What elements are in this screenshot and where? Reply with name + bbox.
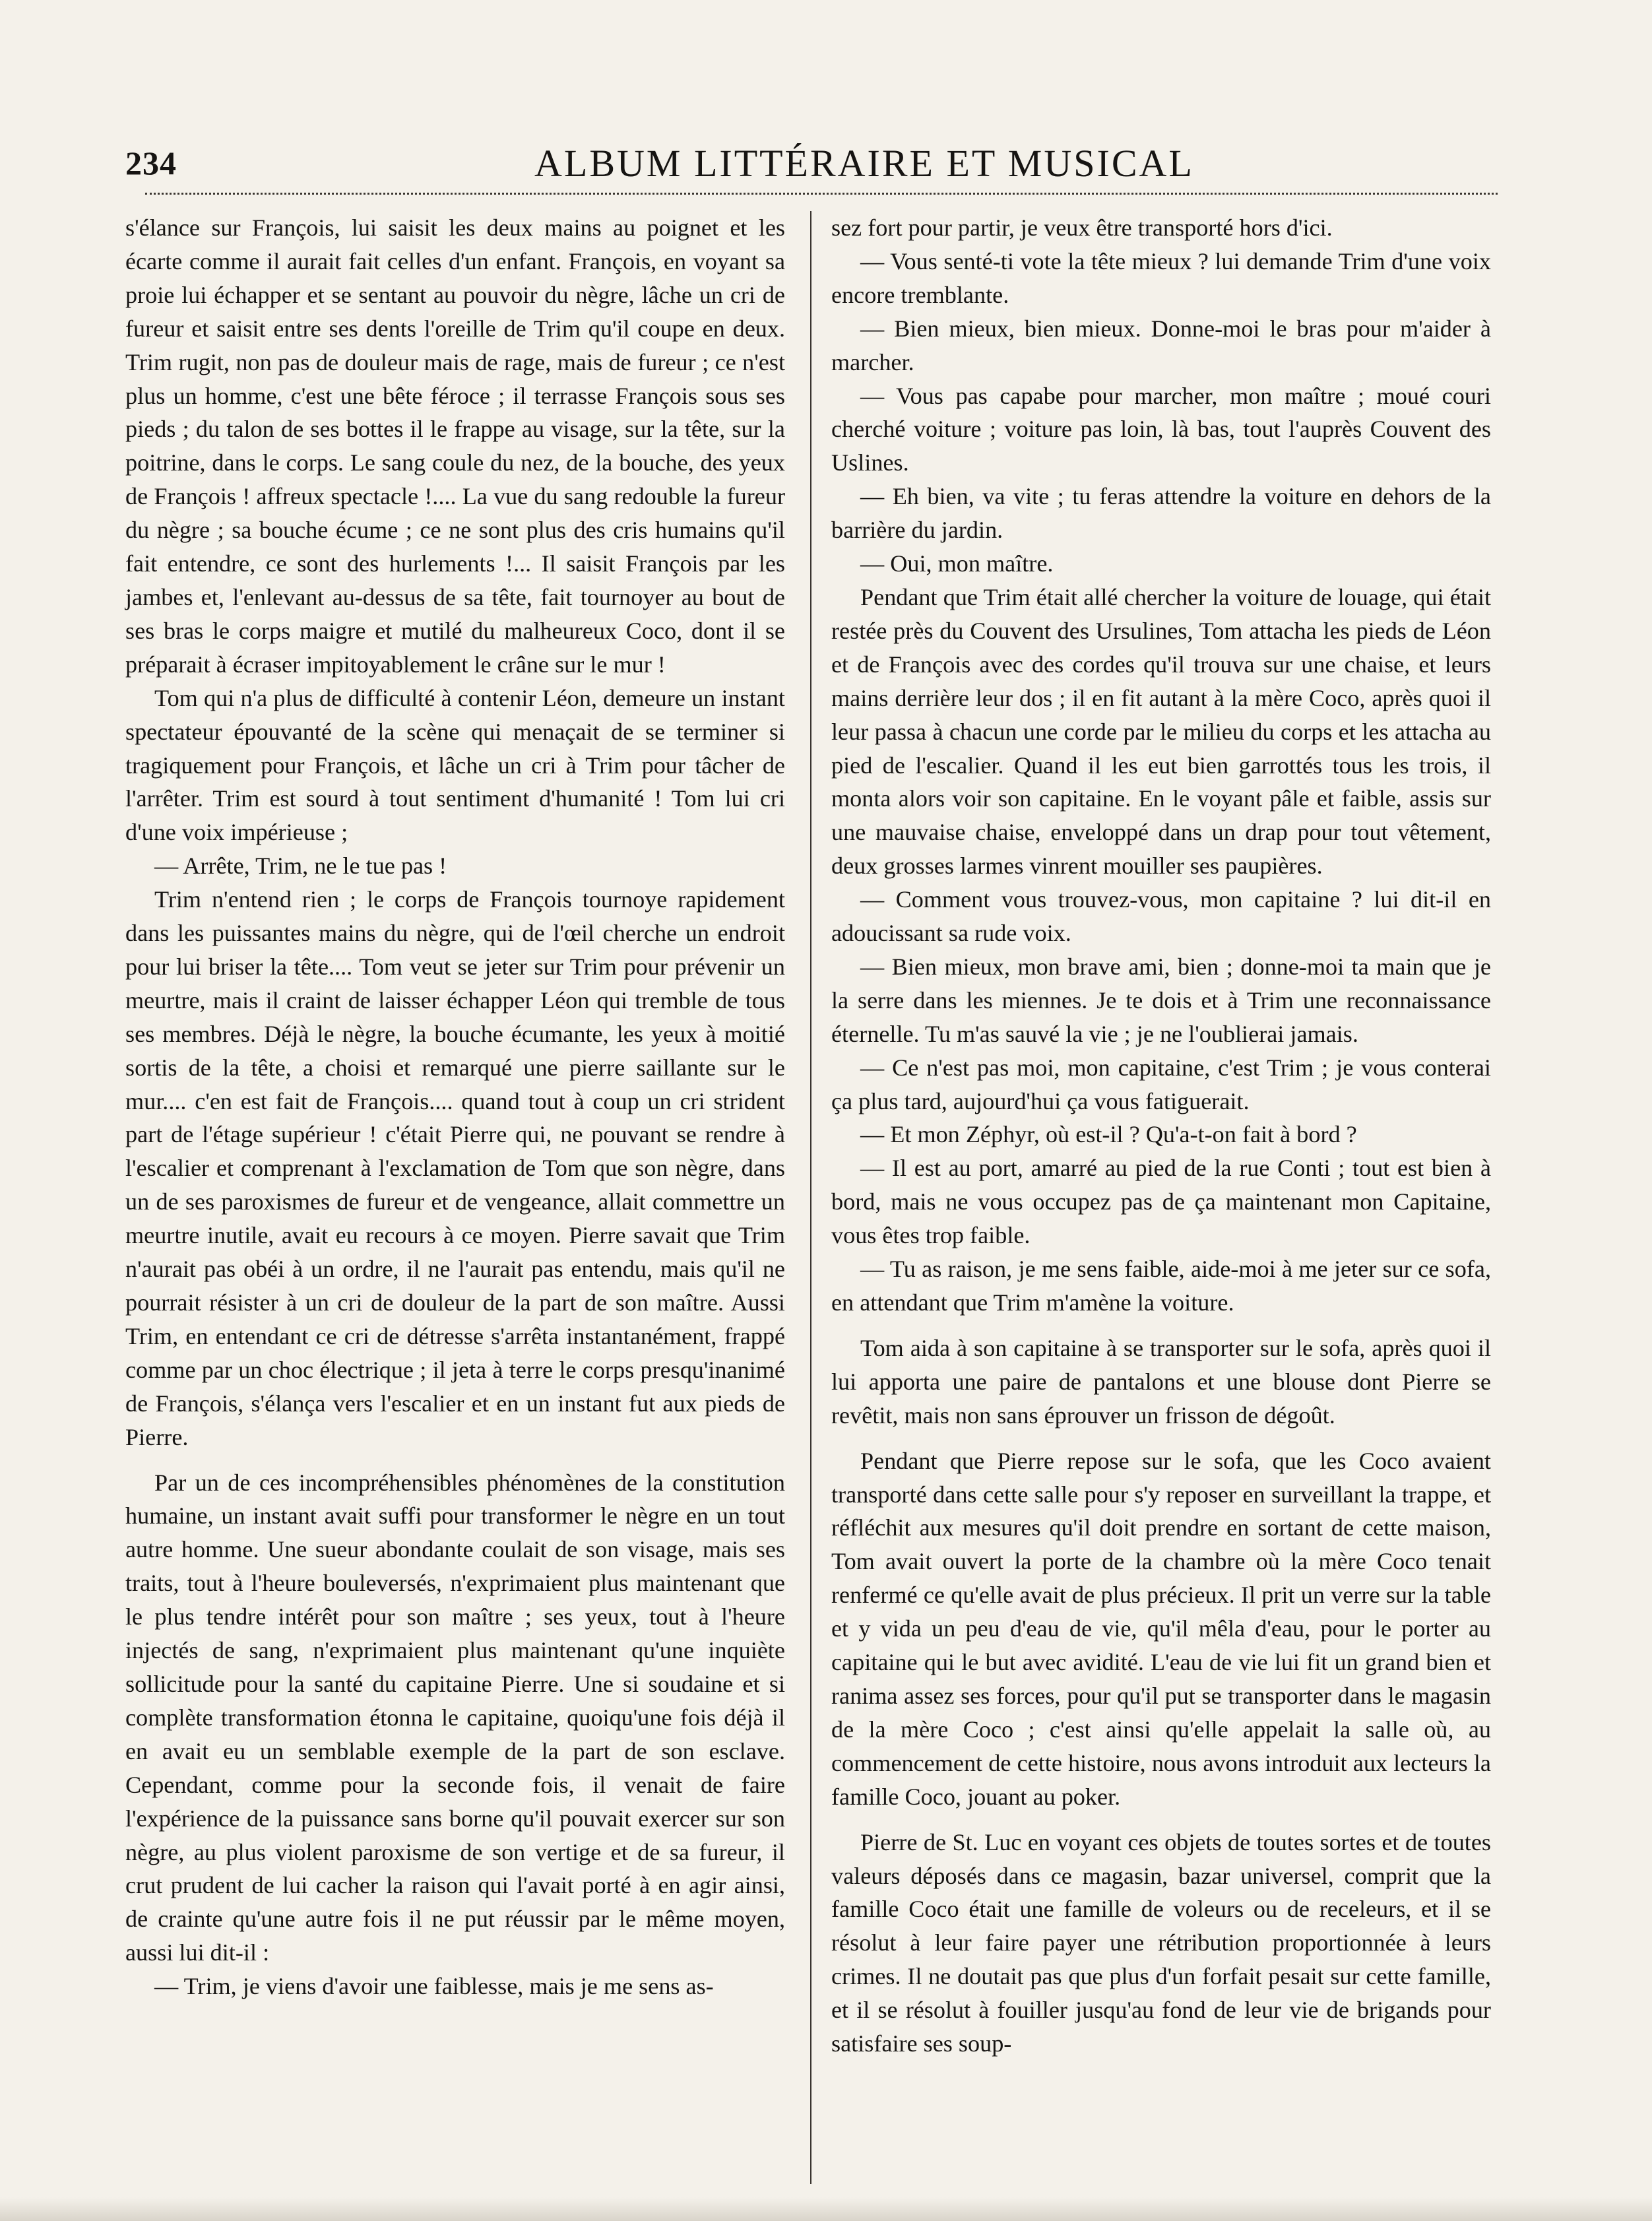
dialogue-line: — Oui, mon maître. (860, 550, 1054, 577)
running-title: ALBUM LITTÉRAIRE ET MUSICAL (534, 142, 1194, 185)
paragraph: Pendant que Trim était allé chercher la voiture de louage, qui était restée près du Couvent des Ursulines, Tom attacha les pieds de Léon et de François avec des cordes qu'il trouva sur une chaise, et leurs mains derrière leur dos ; il en fit autant à la mère Coco, après quoi il leur passa à chacun une corde par le milieu du corps et les attacha au pied de l'escalier. Quand il les eut bien garrottés tous les trois, il monta alors voir son capitaine. En le voyant pâle et faible, assis sur une mauvaise chaise, enveloppé dans un drap pour tout vêtement, deux grosses larmes vinrent mouiller ses paupières. (831, 583, 1491, 880)
paragraph: Tom aida à son capitaine à se transporter sur le sofa, après quoi il lui apporta une paire de pantalons et une blouse dont Pierre se revêtit, mais non sans éprouver un frisson de dégoût. (831, 1334, 1491, 1429)
dialogue-line: — Comment vous trouvez-vous, mon capitaine ? lui dit-il en adoucissant sa rude voix. (831, 886, 1491, 947)
page-header (125, 144, 1498, 190)
page-edge (0, 2197, 1652, 2221)
dialogue-line: — Bien mieux, mon brave ami, bien ; donne-moi ta main que je la serre dans les miennes. Je te dois et à Trim une reconnaissance éternelle. Tu m'as sauvé la vie ; je ne l'oublierai jamais. (831, 953, 1491, 1047)
dialogue-line: — Vous pas capabe pour marcher, mon maître ; moué couri cherché voiture ; voiture pas loin, là bas, tout l'auprès Couvent des Uslines. (831, 382, 1491, 476)
page-number: 234 (125, 145, 177, 181)
paragraph: sez fort pour partir, je veux être transporté hors d'ici. (831, 214, 1333, 241)
paragraph: Pendant que Pierre repose sur le sofa, que les Coco avaient transporté dans cette salle pour s'y reposer en surveillant la trappe, et réfléchit aux mesures qu'il doit prendre en sortant de cette maison, Tom avait ouvert la porte de la chambre où la mère Coco tenait renfermé ce qu'elle avait de plus précieux. Il prit un verre sur la table et y vida un peu d'eau de vie, qu'il mêla d'eau, pour le porter au capitaine qui le but avec avidité. L'eau de vie lui fit un grand bien et ranima assez ses forces, pour qu'il put se transporter dans le magasin de la mère Coco ; c'est ainsi qu'elle appelait la salle où, au commencement de cette histoire, nous avons introduit aux lecteurs la famille Coco, jouant au poker. (831, 1447, 1491, 1810)
paragraph: Trim n'entend rien ; le corps de François tournoye rapidement dans les puissantes mains du nègre, qui de l'œil cherche un endroit pour lui briser la tête.... Tom veut se jeter sur Trim pour prévenir un meurtre, mais il craint de laisser échapper Léon qui tremble de tous ses membres. Déjà le nègre, la bouche écumante, les yeux à moitié sortis de la tête, a choisi et remarqué une pierre saillante sur le mur.... c'en est fait de François.... quand tout à coup un cri strident part de l'étage supérieur ! c'était Pierre qui, ne pouvant se rendre à l'escalier et comprenant à l'exclamation de Tom que son nègre, dans un de ses paroxismes de fureur et de vengeance, allait commettre un meurtre inutile, avait eu recours à ce moyen. Pierre savait que Trim n'aurait pas obéi à un ordre, il ne l'aurait pas entendu, mais qu'il ne pourrait résister à un cri de douleur de la part de son maître. Aussi Trim, en entendant ce cri de détresse s'arrêta instantanément, frappé comme par un choc électrique ; il jeta à terre le corps presqu'inanimé de François, s'élança vers l'escalier et en un instant fut aux pieds de Pierre. (125, 886, 785, 1450)
dialogue-line: — Tu as raison, je me sens faible, aide-moi à me jeter sur ce sofa, en attendant que Trim m'amène la voiture. (831, 1256, 1491, 1316)
left-column (125, 211, 785, 2003)
dialogue-line: — Bien mieux, bien mieux. Donne-moi le bras pour m'aider à marcher. (831, 315, 1491, 375)
column-divider (810, 211, 811, 2184)
dialogue-line: — Arrête, Trim, ne le tue pas ! (154, 853, 447, 880)
paragraph: Par un de ces incompréhensibles phénomènes de la constitution humaine, un instant avait suffi pour transformer le nègre en un tout autre homme. Une sueur abondante coulait de son visage, mais ses traits, tout à l'heure bouleversés, n'exprimaient plus maintenant que le plus tendre intérêt pour son maître ; ses yeux, tout à l'heure injectés de sang, n'exprimaient plus maintenant qu'une inquiète sollicitude pour la santé du capitaine Pierre. Une si soudaine et si complète transformation étonna le capitaine, quoiqu'une fois déjà il en avait eu un semblable exemple de la part de son esclave. Cependant, comme pour la seconde fois, il venait de faire l'expérience de la puissance sans borne qu'il pouvait exercer sur son nègre, au plus violent paroxisme de son vertige et de sa fureur, il crut prudent de lui cacher la raison qui l'avait porté à en agir ainsi, de crainte qu'une autre fois il ne put réussir par le même moyen, aussi lui dit-il : (125, 1469, 785, 1966)
paragraph: Tom qui n'a plus de difficulté à contenir Léon, demeure un instant spectateur épouvanté de la scène qui menaçait de se terminer si tragiquement pour François, et lâche un cri à Trim pour tâcher de l'arrêter. Trim est sourd à tout sentiment d'humanité ! Tom lui cri d'une voix impérieuse ; (125, 684, 785, 846)
paragraph: s'élance sur François, lui saisit les deux mains au poignet et les écarte comme il aurait fait celles d'un enfant. François, en voyant sa proie lui échapper et se sentant au pouvoir du nègre, lâche un cri de fureur et saisit entre ses dents l'oreille de Trim qu'il coupe en deux. Trim rugit, non pas de douleur mais de rage, mais de fureur ; ce n'est plus un homme, c'est une bête féroce ; il terrasse François sous ses pieds ; du talon de ses bottes il le frappe au visage, sur la tête, sur la poitrine, dans le corps. Le sang coule du nez, de la bouche, des yeux de François ! affreux spectacle !.... La vue du sang redouble la fureur du nègre ; sa bouche écume ; ce ne sont plus des cris humains qu'il fait entendre, ce sont des hurlements !... Il saisit François par les jambes et, l'enlevant au-dessus de sa tête, fait tournoyer au bout de ses bras le corps maigre et mutilé du malheureux Coco, dont il se préparait à écraser impitoyablement le crâne sur le mur ! (125, 214, 785, 678)
paragraph: Pierre de St. Luc en voyant ces objets de toutes sortes et de toutes valeurs déposés dans ce magasin, bazar universel, comprit que la famille Coco était une famille de voleurs ou de receleurs, et il se résolut à leur faire payer une rétribution proportionnée à leurs crimes. Il ne doutait pas que plus d'un forfait pesait sur cette famille, et il se résolut à fouiller jusqu'au fond de leur vie de brigands pour satisfaire ses soup- (831, 1828, 1491, 2057)
dialogue-line: — Ce n'est pas moi, mon capitaine, c'est Trim ; je vous conterai ça plus tard, aujourd'hui ça vous fatiguerait. (831, 1054, 1491, 1114)
dialogue-line: — Trim, je viens d'avoir une faiblesse, mais je me sens as- (154, 1973, 714, 2000)
dialogue-line: — Vous senté-ti vote la tête mieux ? lui demande Trim d'une voix encore tremblante. (831, 247, 1491, 308)
dialogue-line: — Il est au port, amarré au pied de la rue Conti ; tout est bien à bord, mais ne vous occupez pas de ça maintenant mon Capitaine, vous êtes trop faible. (831, 1155, 1491, 1249)
dialogue-line: — Eh bien, va vite ; tu feras attendre la voiture en dehors de la barrière du jardin. (831, 483, 1491, 544)
header-rule (145, 187, 1498, 195)
right-column (831, 211, 1491, 2061)
dialogue-line: — Et mon Zéphyr, où est-il ? Qu'a-t-on fait à bord ? (860, 1121, 1357, 1148)
